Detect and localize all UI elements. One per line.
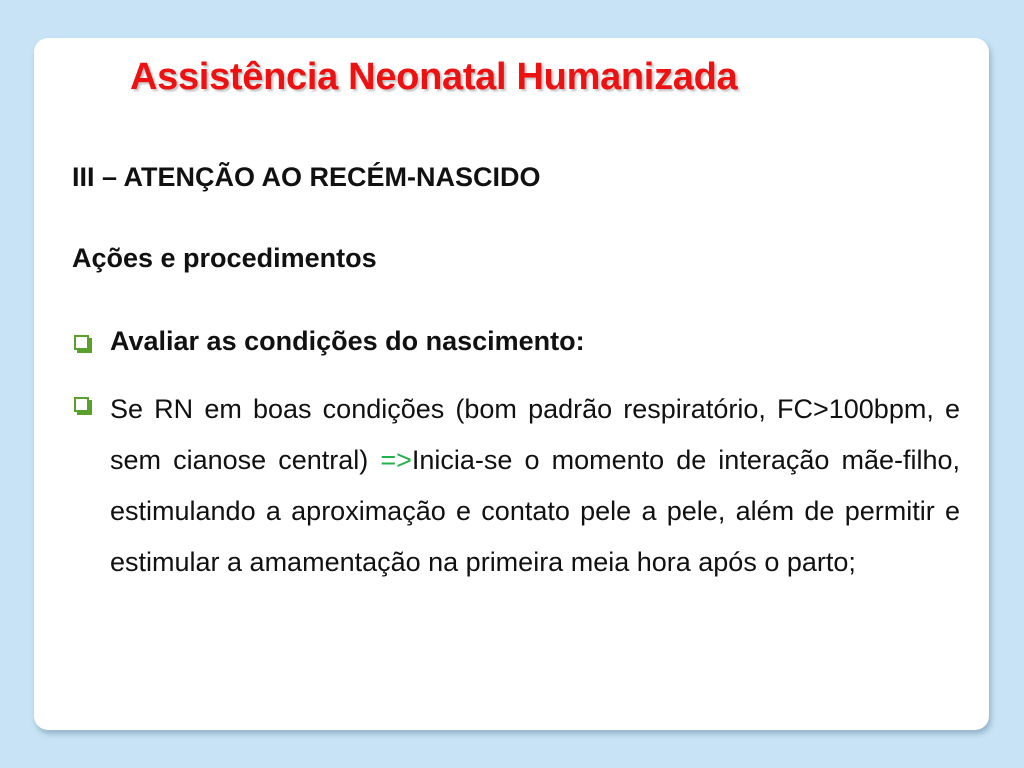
slide-title: Assistência Neonatal Humanizada	[130, 56, 738, 98]
arrow-text: =>	[380, 445, 412, 475]
section-heading: III – ATENÇÃO AO RECÉM-NASCIDO	[72, 162, 541, 192]
checkbox-bullet-icon	[74, 397, 89, 412]
paragraph-part-2: Inicia-se o momento de interação mãe-filho, estimulando a aproximação e contato pele a pele, além de permitir e estimular a amamentação na primeira meia hora após o parto;	[110, 445, 960, 577]
checkbox-bullet-icon	[74, 335, 89, 350]
paragraph-text	[110, 384, 960, 588]
subheading: Ações e procedimentos	[72, 243, 377, 273]
bullet-label: Avaliar as condições do nascimento:	[110, 326, 585, 356]
paragraph-part-1: Se RN em boas condições (bom padrão respiratório, FC>100bpm, e sem cianose central)	[110, 394, 960, 475]
